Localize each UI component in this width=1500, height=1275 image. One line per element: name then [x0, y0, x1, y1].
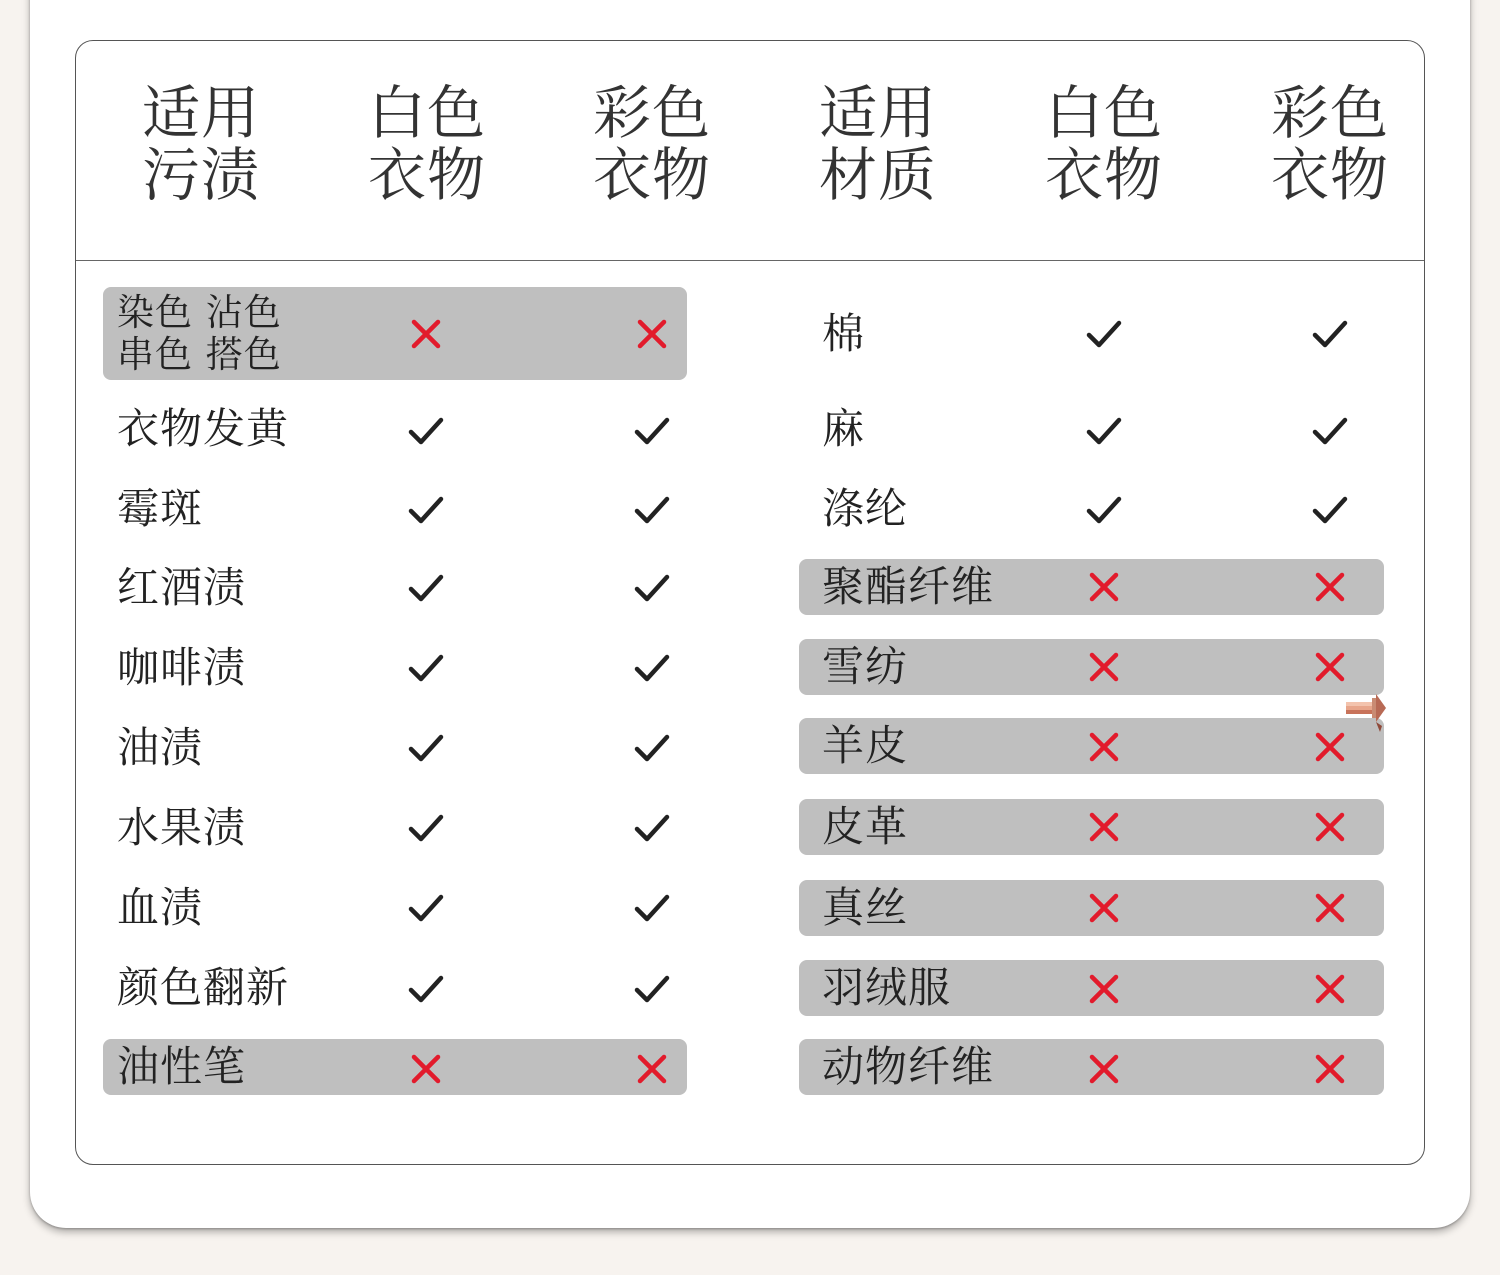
stain-7-color-check-icon	[632, 808, 672, 848]
header-color-line-1: 彩色	[1270, 79, 1389, 147]
material-label-6: 羊皮	[822, 721, 909, 770]
stain-9-color-check-icon	[632, 969, 672, 1009]
stain-label-7: 水果渍	[117, 803, 247, 852]
header-material	[788, 79, 968, 209]
header-white-line-2: 衣物	[1044, 141, 1163, 209]
stain-label-1-line-1: 染色 沾色	[117, 291, 282, 334]
header-color-clothes-left	[562, 79, 742, 209]
header-white-line-1: 白色	[367, 79, 486, 147]
stain-1-white-cross-icon	[406, 314, 446, 354]
material-3-color-check-icon	[1310, 490, 1350, 530]
header-divider	[76, 260, 1424, 261]
header-white-clothes-left	[337, 79, 517, 209]
material-3-white-check-icon	[1084, 490, 1124, 530]
material-5-color-cross-icon	[1310, 647, 1350, 687]
material-9-color-cross-icon	[1310, 969, 1350, 1009]
stain-8-white-check-icon	[406, 888, 446, 928]
material-4-color-cross-icon	[1310, 567, 1350, 607]
stain-5-white-check-icon	[406, 648, 446, 688]
stain-1-color-cross-icon	[632, 314, 672, 354]
material-8-color-cross-icon	[1310, 888, 1350, 928]
material-5-white-cross-icon	[1084, 647, 1124, 687]
header-material-line-2: 材质	[818, 141, 937, 209]
stain-4-white-check-icon	[406, 568, 446, 608]
stain-label-9: 颜色翻新	[117, 963, 290, 1012]
material-4-white-cross-icon	[1084, 567, 1124, 607]
stain-label-10: 油性笔	[117, 1042, 247, 1091]
stain-7-white-check-icon	[406, 808, 446, 848]
header-material-line-1: 适用	[818, 79, 937, 147]
stain-6-color-check-icon	[632, 728, 672, 768]
material-2-white-check-icon	[1084, 411, 1124, 451]
material-6-white-cross-icon	[1084, 727, 1124, 767]
material-1-color-check-icon	[1310, 314, 1350, 354]
header-stain-line-2: 污渍	[141, 141, 260, 209]
material-label-9: 羽绒服	[822, 963, 952, 1012]
material-label-3: 涤纶	[822, 484, 909, 533]
stain-2-color-check-icon	[632, 411, 672, 451]
material-label-7: 皮革	[822, 802, 909, 851]
header-white-clothes-right	[1014, 79, 1194, 209]
material-2-color-check-icon	[1310, 411, 1350, 451]
stain-3-color-check-icon	[632, 490, 672, 530]
stain-label-3: 霉斑	[117, 484, 204, 533]
header-stain-line-1: 适用	[141, 79, 260, 147]
material-8-white-cross-icon	[1084, 888, 1124, 928]
header-white-line-1: 白色	[1044, 79, 1163, 147]
stain-label-1	[117, 292, 282, 376]
stain-2-white-check-icon	[406, 411, 446, 451]
stain-3-white-check-icon	[406, 490, 446, 530]
stain-9-white-check-icon	[406, 969, 446, 1009]
material-label-2: 麻	[822, 404, 866, 453]
header-color-clothes-right	[1240, 79, 1420, 209]
stain-6-white-check-icon	[406, 728, 446, 768]
header-color-line-2: 衣物	[592, 141, 711, 209]
material-1-white-check-icon	[1084, 314, 1124, 354]
material-7-color-cross-icon	[1310, 807, 1350, 847]
stain-10-color-cross-icon	[632, 1049, 672, 1089]
stain-label-4: 红酒渍	[117, 563, 247, 612]
pencil-cursor-icon	[1344, 688, 1388, 734]
header-color-line-2: 衣物	[1270, 141, 1389, 209]
stain-label-5: 咖啡渍	[117, 643, 247, 692]
material-10-white-cross-icon	[1084, 1049, 1124, 1089]
stain-label-1-line-2: 串色 搭色	[117, 333, 282, 376]
header-white-line-2: 衣物	[367, 141, 486, 209]
material-label-4: 聚酯纤维	[822, 562, 995, 611]
material-10-color-cross-icon	[1310, 1049, 1350, 1089]
stain-label-8: 血渍	[117, 883, 204, 932]
header-stain	[111, 79, 291, 209]
stain-label-2: 衣物发黄	[117, 404, 290, 453]
stain-8-color-check-icon	[632, 888, 672, 928]
material-label-10: 动物纤维	[822, 1042, 995, 1091]
stain-5-color-check-icon	[632, 648, 672, 688]
stain-4-color-check-icon	[632, 568, 672, 608]
stain-label-6: 油渍	[117, 723, 204, 772]
material-label-1: 棉	[822, 309, 866, 358]
material-7-white-cross-icon	[1084, 807, 1124, 847]
material-label-5: 雪纺	[822, 642, 909, 691]
header-color-line-1: 彩色	[592, 79, 711, 147]
stain-10-white-cross-icon	[406, 1049, 446, 1089]
material-9-white-cross-icon	[1084, 969, 1124, 1009]
material-label-8: 真丝	[822, 883, 909, 932]
